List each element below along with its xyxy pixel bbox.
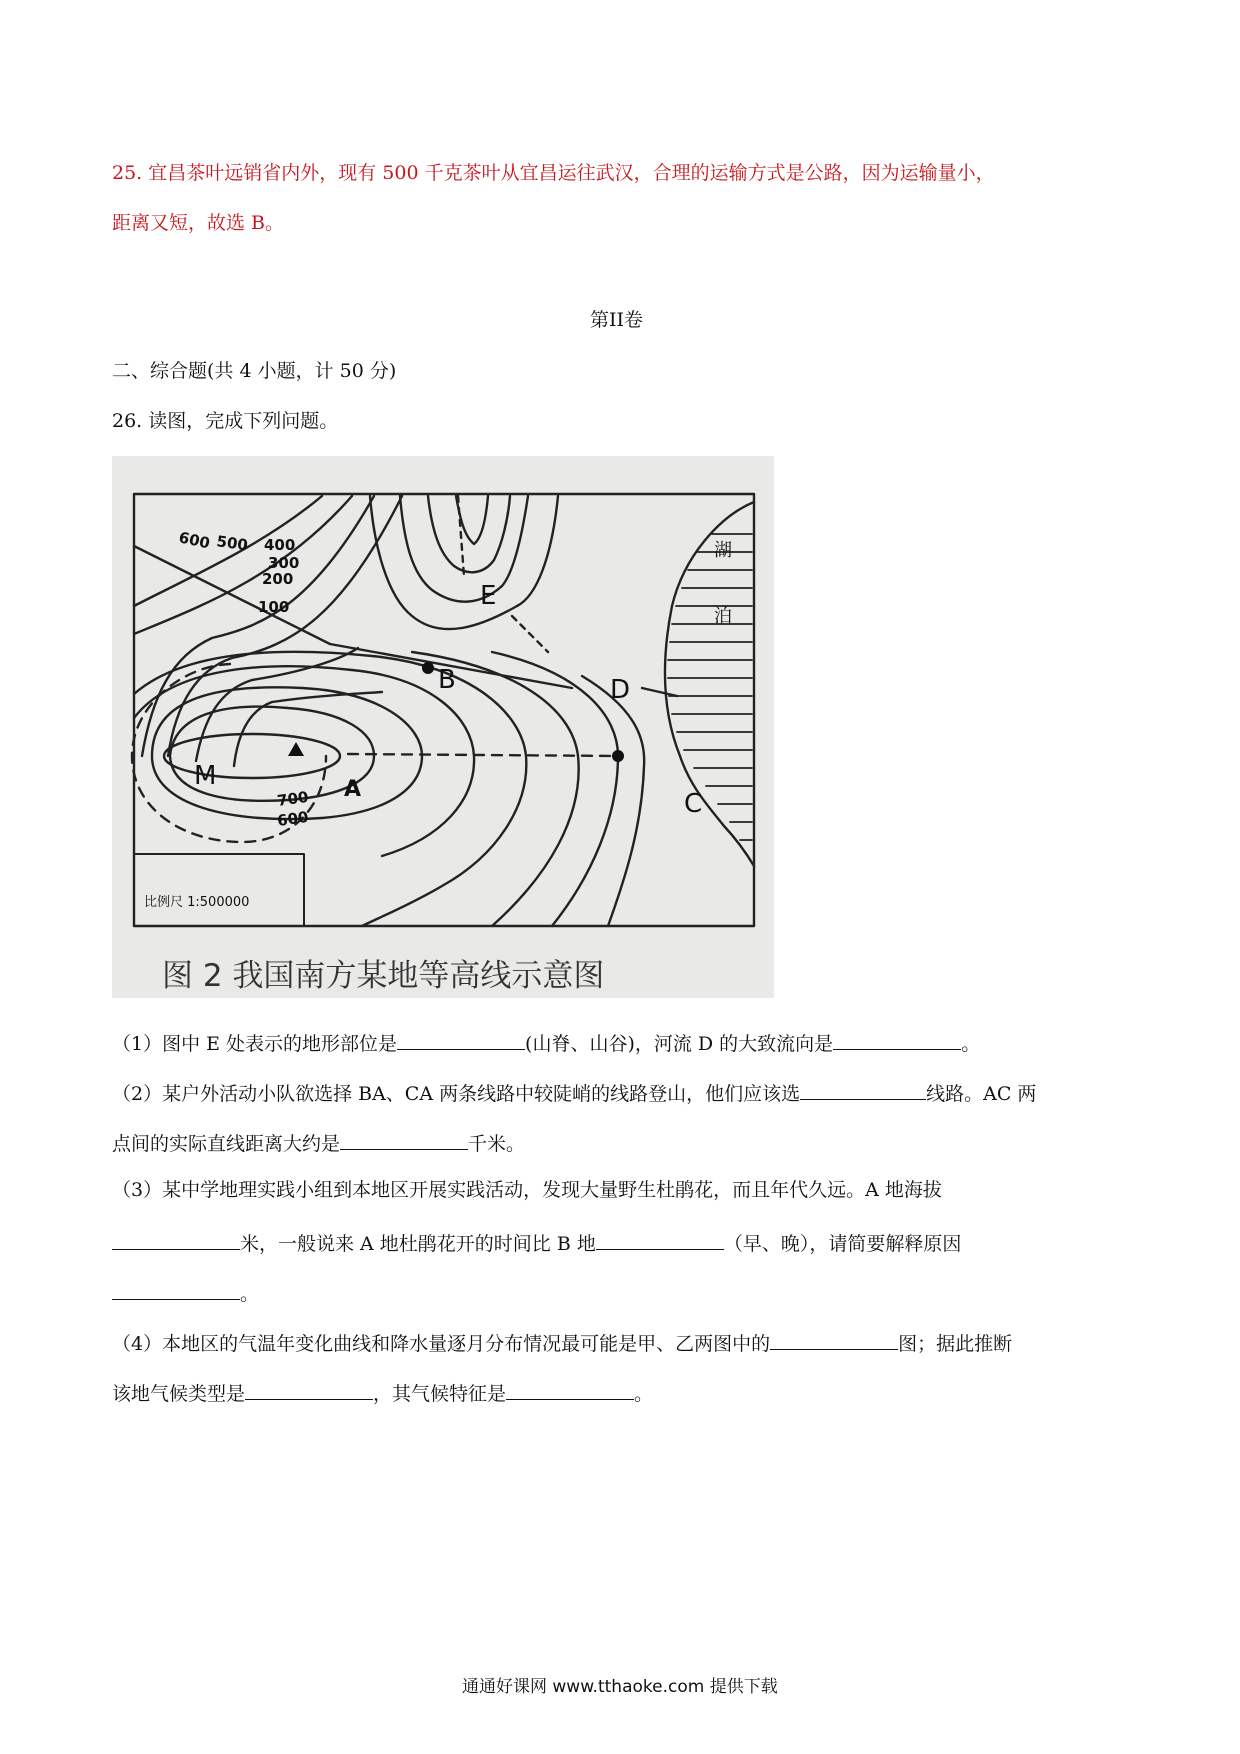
contour-map-figure	[112, 456, 774, 998]
contour-map	[112, 456, 774, 998]
answer-25-line1: 25. 宜昌茶叶远销省内外，现有 500 千克茶叶从宜昌运往武汉，合理的运输方式是公路，因为运输量小，	[112, 162, 995, 184]
label-D: D	[610, 675, 631, 705]
answer-blank-4a[interactable]	[770, 1331, 898, 1350]
contour-hill-100	[492, 652, 618, 926]
label-A: A	[344, 777, 362, 802]
contour-valley-1	[370, 496, 558, 629]
answer-blank-3a[interactable]	[112, 1231, 240, 1250]
river-D-end	[642, 688, 677, 696]
answer-blank-2b[interactable]	[340, 1131, 468, 1150]
label-600-hill: 600	[276, 807, 310, 830]
label-100: 100	[258, 598, 290, 616]
question-2-line1: （2）某户外活动小队欲选择 BA、CA 两条线路中较陡峭的线路登山，他们应该选 线路。AC 两	[112, 1083, 1037, 1105]
answer-blank-1a[interactable]	[397, 1031, 525, 1050]
figure-caption: 图 2 我国南方某地等高线示意图	[162, 958, 605, 994]
answer-25-line2: 距离又短，故选 B。	[112, 212, 285, 234]
label-lake-1: 湖	[714, 540, 732, 561]
label-600-top: 600	[177, 528, 212, 553]
answer-blank-3c[interactable]	[112, 1281, 240, 1300]
label-700: 700	[276, 787, 310, 810]
contour-hill-400	[134, 666, 474, 856]
peak-A-triangle	[288, 742, 304, 756]
question-4-line1: （4）本地区的气温年变化曲线和降水量逐月分布情况最可能是甲、乙两图中的 图；据此推断	[112, 1333, 1013, 1355]
label-300: 300	[268, 554, 300, 572]
page-footer: 通通好课网 www.tthaoke.com 提供下载	[462, 1677, 778, 1697]
valley-axis	[458, 496, 464, 576]
contour-hill-200	[412, 652, 579, 926]
dashed-E	[512, 616, 548, 652]
answer-blank-2a[interactable]	[800, 1081, 926, 1100]
scale-text: 比例尺 1:500000	[144, 895, 250, 910]
question-3-line2: 米，一般说来 A 地杜鹃花开的时间比 B 地 （早、晚），请简要解释原因	[112, 1231, 961, 1254]
contour-top-2	[134, 496, 352, 634]
point-C	[612, 750, 624, 762]
label-E: E	[480, 581, 497, 611]
question-4-line2: 该地气候类型是 ，其气候特征是 。	[112, 1383, 654, 1405]
question-3-line1: （3）某中学地理实践小组到本地区开展实践活动，发现大量野生杜鹃花，而且年代久远。A 地海拔	[112, 1179, 942, 1201]
label-400: 400	[264, 536, 296, 554]
answer-blank-3b[interactable]	[596, 1231, 724, 1250]
point-B	[422, 662, 434, 674]
lake-shore	[665, 502, 754, 866]
answer-blank-1b[interactable]	[833, 1031, 961, 1050]
question-1: （1）图中 E 处表示的地形部位是 (山脊、山谷)，河流 D 的大致流向是 。	[112, 1033, 981, 1055]
contour-hill-700	[164, 734, 340, 778]
label-lake-2: 泊	[714, 606, 732, 627]
scale-box	[134, 854, 304, 926]
label-M: M	[194, 761, 217, 791]
label-500: 500	[215, 532, 249, 555]
question-26-intro: 26. 读图，完成下列问题。	[112, 410, 339, 432]
section-title: 第II卷	[590, 309, 644, 331]
label-B: B	[438, 665, 456, 695]
label-200: 200	[262, 570, 294, 588]
contour-valley-3	[428, 496, 510, 572]
answer-blank-4c[interactable]	[506, 1381, 634, 1400]
answer-blank-4b[interactable]	[245, 1381, 373, 1400]
question-2-line2: 点间的实际直线距离大约是 千米。	[112, 1133, 526, 1155]
question-3-line3: 。	[112, 1281, 259, 1304]
label-C: C	[684, 789, 703, 819]
section-heading: 二、综合题(共 4 小题，计 50 分)	[112, 360, 397, 382]
